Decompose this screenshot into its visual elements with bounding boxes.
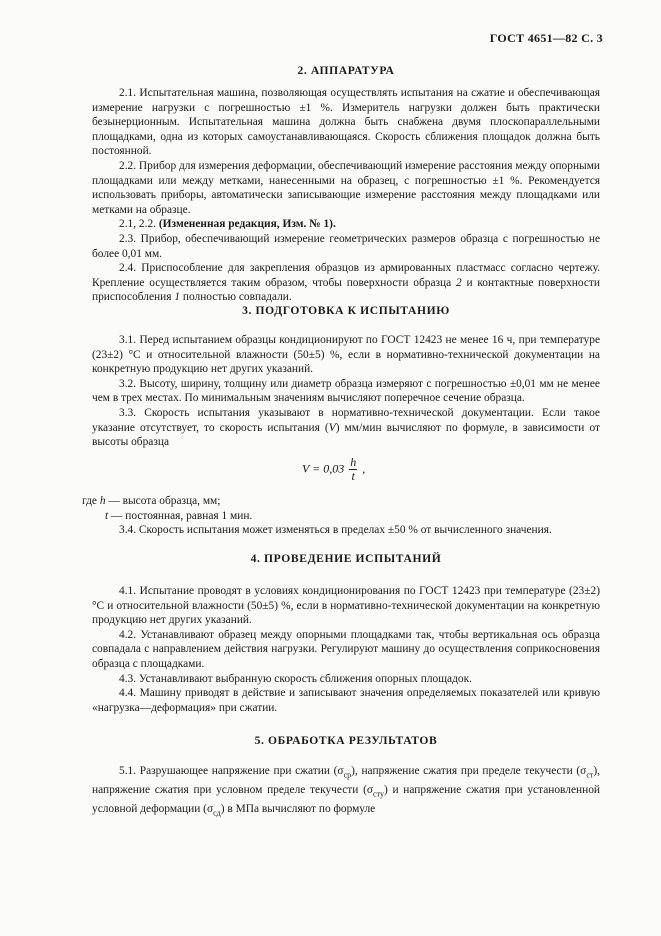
legend-t: t — постоянная, равная 1 мин.	[105, 509, 253, 522]
section-4-text	[92, 584, 600, 715]
formula-fraction: $\frac{h}{t}$	[350, 455, 357, 483]
para-3-3: 3.3. Скорость испытания указывают в нормативно-технической документации. Если такое указание отсутствует, то скорость испытания (V) мм/мин вычисляют по формуле, в зависимости от высоты образца	[92, 406, 600, 449]
para-2-4: 2.4. Приспособление для закрепления образцов из армированных пластмасс согласно чертежу. Крепление осуществляется таким образом, чтобы поверхности образца 2 и контактные поверхности приспособления 1 полностью совпадали.	[92, 262, 600, 304]
section-2-title: 2. АППАРАТУРА	[297, 64, 395, 77]
para-2-2: 2.2. Прибор для измерения деформации, обеспечивающий измерение расстояния между опорными площадками или между метками, нанесенными на образец, с погрешностью ±1 %. Рекомендуется использовать приборы, автоматически записывающие измерение расстояния между площадками или метками на образце.	[92, 159, 601, 216]
section-5-title: 5. ОБРАБОТКА РЕЗУЛЬТАТОВ	[254, 734, 438, 747]
para-4-2: 4.2. Устанавливают образец между опорными площадками так, чтобы вертикальная ось образца совпадала с направлением действия нагрузки. Регулируют машину до осуществления соприкосновения образца с площадками.	[92, 628, 600, 670]
para-2-3: 2.3. Прибор, обеспечивающий измерение геометрических размеров образца с погрешностью не более 0,01 мм.	[92, 232, 600, 260]
legend-h: где h — высота образца, мм;	[82, 495, 221, 507]
para-2-1: 2.1. Испытательная машина, позволяющая осуществлять испытания на сжатие и обеспечивающая измерение нагрузки с погрешностью ±1 %. Измеритель нагрузки должен быть практически безынерционным. Испытательная машина должна быть снабжена двумя плоскопараллельными площадками, одна из которых самоустанавливающаяся. Скорость сближения площадок должна быть постоянной.	[92, 87, 600, 158]
para-4-4: 4.4. Машину приводят в действие и записывают значения определяемых показателей или кривую «нагрузка—деформация» при сжатии.	[92, 687, 600, 714]
section-2-text	[92, 86, 600, 305]
section-4-title: 4. ПРОВЕДЕНИЕ ИСПЫТАНИЙ	[250, 552, 442, 565]
speed-formula: V = 0,03 $\frac{h}{t}$ ,	[302, 455, 366, 483]
section-3-title: 3. ПОДГОТОВКА К ИСПЫТАНИЮ	[242, 304, 450, 317]
para-5-1: 5.1. Разрушающее напряжение при сжатии $(\sigma_{ср})$, напряжение сжатия при пределе текучести $(\sigma_{ст})$, напряжение сжатия при условном пределе текучести $(\sigma_{сту})$ и напряжение сжатия при установленной условной деформации $(\sigma_{сд})$ в МПа вычисляют по формуле	[92, 765, 601, 818]
section-5-text	[92, 764, 600, 821]
formula-legend	[82, 494, 600, 538]
para-4-1: 4.1. Испытание проводят в условиях кондиционирования по ГОСТ 12423 при температуре (23±2) °С и относительной влажности (50±5) %, если в нормативно-технической документации на конкретную продукцию нет других указаний.	[92, 585, 600, 627]
page-header: ГОСТ 4651—82 С. 3	[489, 31, 603, 45]
para-3-2: 3.2. Высоту, ширину, толщину или диаметр образца измеряют с погрешностью ±0,01 мм не менее чем в трех местах. По минимальным значениям вычисляют поперечное сечение образца.	[92, 377, 600, 405]
para-3-1: 3.1. Перед испытанием образцы кондиционируют по ГОСТ 12423 не менее 16 ч, при температуре (23±2) °С и относительной влажности (50±5) %, если в нормативно-технической документации на конкретную продукцию нет других указаний.	[92, 334, 600, 376]
para-3-4: 3.4. Скорость испытания может изменяться в пределах ±50 % от вычисленного значения.	[119, 524, 552, 537]
para-2-amend: 2.1, 2.2. (Измененная редакция, Изм. № 1).	[119, 218, 336, 231]
para-4-3: 4.3. Устанавливают выбранную скорость сближения опорных площадок.	[119, 672, 472, 685]
section-3-text	[92, 333, 600, 450]
